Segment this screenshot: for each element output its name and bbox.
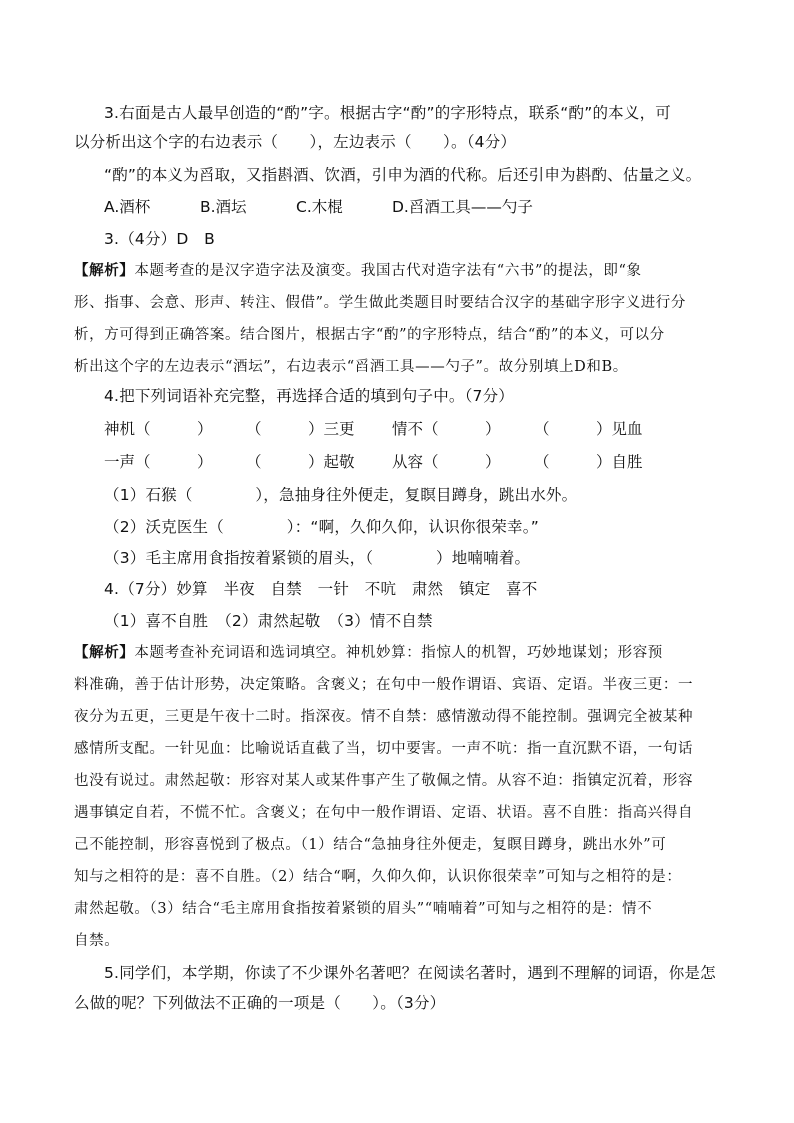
q4-blank-2-1: 一声（ ） [104,453,213,471]
q4-analysis-line7: 己不能控制，形容喜悦到了极点。（1）结合“急抽身往外便走，复瞑目蹲身，跳出水外”可 [74,837,667,853]
q4-analysis-line3: 夜分为五更，三更是午夜十二时。指深夜。情不自禁：感情激动得不能控制。强调完全被某种 [74,709,694,725]
q4-blank-2-2: （ ）起敬 [246,453,355,471]
q4-sentence-2: （2）沃克医生（ ）：“啊，久仰久仰，认识你很荣幸。” [104,518,539,536]
q4-analysis-line6: 遇事镇定自若，不慌不忙。含褒义；在句中一般作谓语、定语、状语。喜不自胜：指高兴得自 [74,805,694,821]
q3-option-b: B.酒坛 [200,198,247,216]
q4-analysis-line9: 肃然起敬。（3）结合“毛主席用食指按着紧锁的眉头”“喃喃着”可知与之相符的是：情不 [74,901,653,917]
q5-line2: 么做的呢？下列做法不正确的一项是（ ）。（3分） [74,994,446,1012]
q3-line2: 以分析出这个字的右边表示（ ），左边表示（ ）。（4分） [74,133,517,151]
q3-analysis-line2: 形、指事、会意、形声、转注、假借”。学生做此类题目时要结合汉字的基础字形字义进行分 [74,295,687,311]
q3-option-a: A.酒杯 [104,198,151,216]
q3-answer: 3.（4分）D B [104,230,216,248]
q3-option-d: D.舀酒工具——勺子 [392,198,533,216]
q4-answer-2: （1）喜不自胜 （2）肃然起敬 （3）情不自禁 [104,612,433,630]
q4-blank-1-3: 情不（ ） [392,420,501,438]
q3-analysis-line4: 析出这个字的左边表示“酒坛”，右边表示“舀酒工具——勺子”。故分别填上D和B。 [74,359,628,375]
q5-line1: 5.同学们，本学期，你读了不少课外名著吧？在阅读名著时，遇到不理解的词语，你是怎 [104,964,716,982]
q3-line3: “酌”的本义为舀取，又指斟酒、饮酒，引申为酒的代称。后还引申为斟酌、估量之义。 [104,166,702,184]
q4-analysis-tag: 【解析】 [74,644,135,661]
q4-title: 4.把下列词语补充完整，再选择合适的填到句子中。（7分） [104,387,515,405]
q4-blank-1-4: （ ）见血 [534,420,643,438]
q4-analysis-line2: 料准确，善于估计形势，决定策略。含褒义；在句中一般作谓语、宾语、定语。半夜三更：一 [74,677,694,693]
q4-blank-2-4: （ ）自胜 [534,453,643,471]
q4-analysis-line1: 【解析】本题考查补充词语和选词填空。神机妙算：指惊人的机智，巧妙地谋划；形容预 [74,644,663,661]
q4-answer-1: 4.（7分）妙算 半夜 自禁 一针 不吭 肃然 镇定 喜不 [104,580,538,598]
q4-blank-2-3: 从容（ ） [392,453,501,471]
q4-sentence-1: （1）石猴（ ），急抽身往外便走，复瞑目蹲身，跳出水外。 [104,486,578,504]
q3-analysis-line1: 【解析】本题考查的是汉字造字法及演变。我国古代对造字法有“六书”的提法，即“象 [74,262,642,279]
q3-analysis-line3: 析，方可得到正确答案。结合图片，根据古字“酌”的字形特点，结合“酌”的本义，可以分 [74,327,665,343]
q3-line1: 3.右面是古人最早创造的“酌”字。根据古字“酌”的字形特点，联系“酌”的本义，可 [104,104,671,122]
q4-analysis-line5: 也没有说过。肃然起敬：形容对某人或某件事产生了敬佩之情。从容不迫：指镇定沉着，形容 [74,773,694,789]
q4-analysis-line4: 感情所支配。一针见血：比喻说话直截了当，切中要害。一声不吭：指一直沉默不语，一句话 [74,741,694,757]
q4-analysis-line10: 自禁。 [74,933,120,949]
q4-blank-1-1: 神机（ ） [104,420,213,438]
q4-analysis-line8: 知与之相符的是：喜不自胜。（2）结合“啊，久仰久仰，认识你很荣幸”可知与之相符的是： [74,869,682,885]
q4-blank-1-2: （ ）三更 [246,420,355,438]
q4-sentence-3: （3）毛主席用食指按着紧锁的眉头，（ ）地喃喃着。 [104,549,531,567]
q3-option-c: C.木棍 [296,198,343,216]
q3-analysis-tag: 【解析】 [74,262,135,279]
